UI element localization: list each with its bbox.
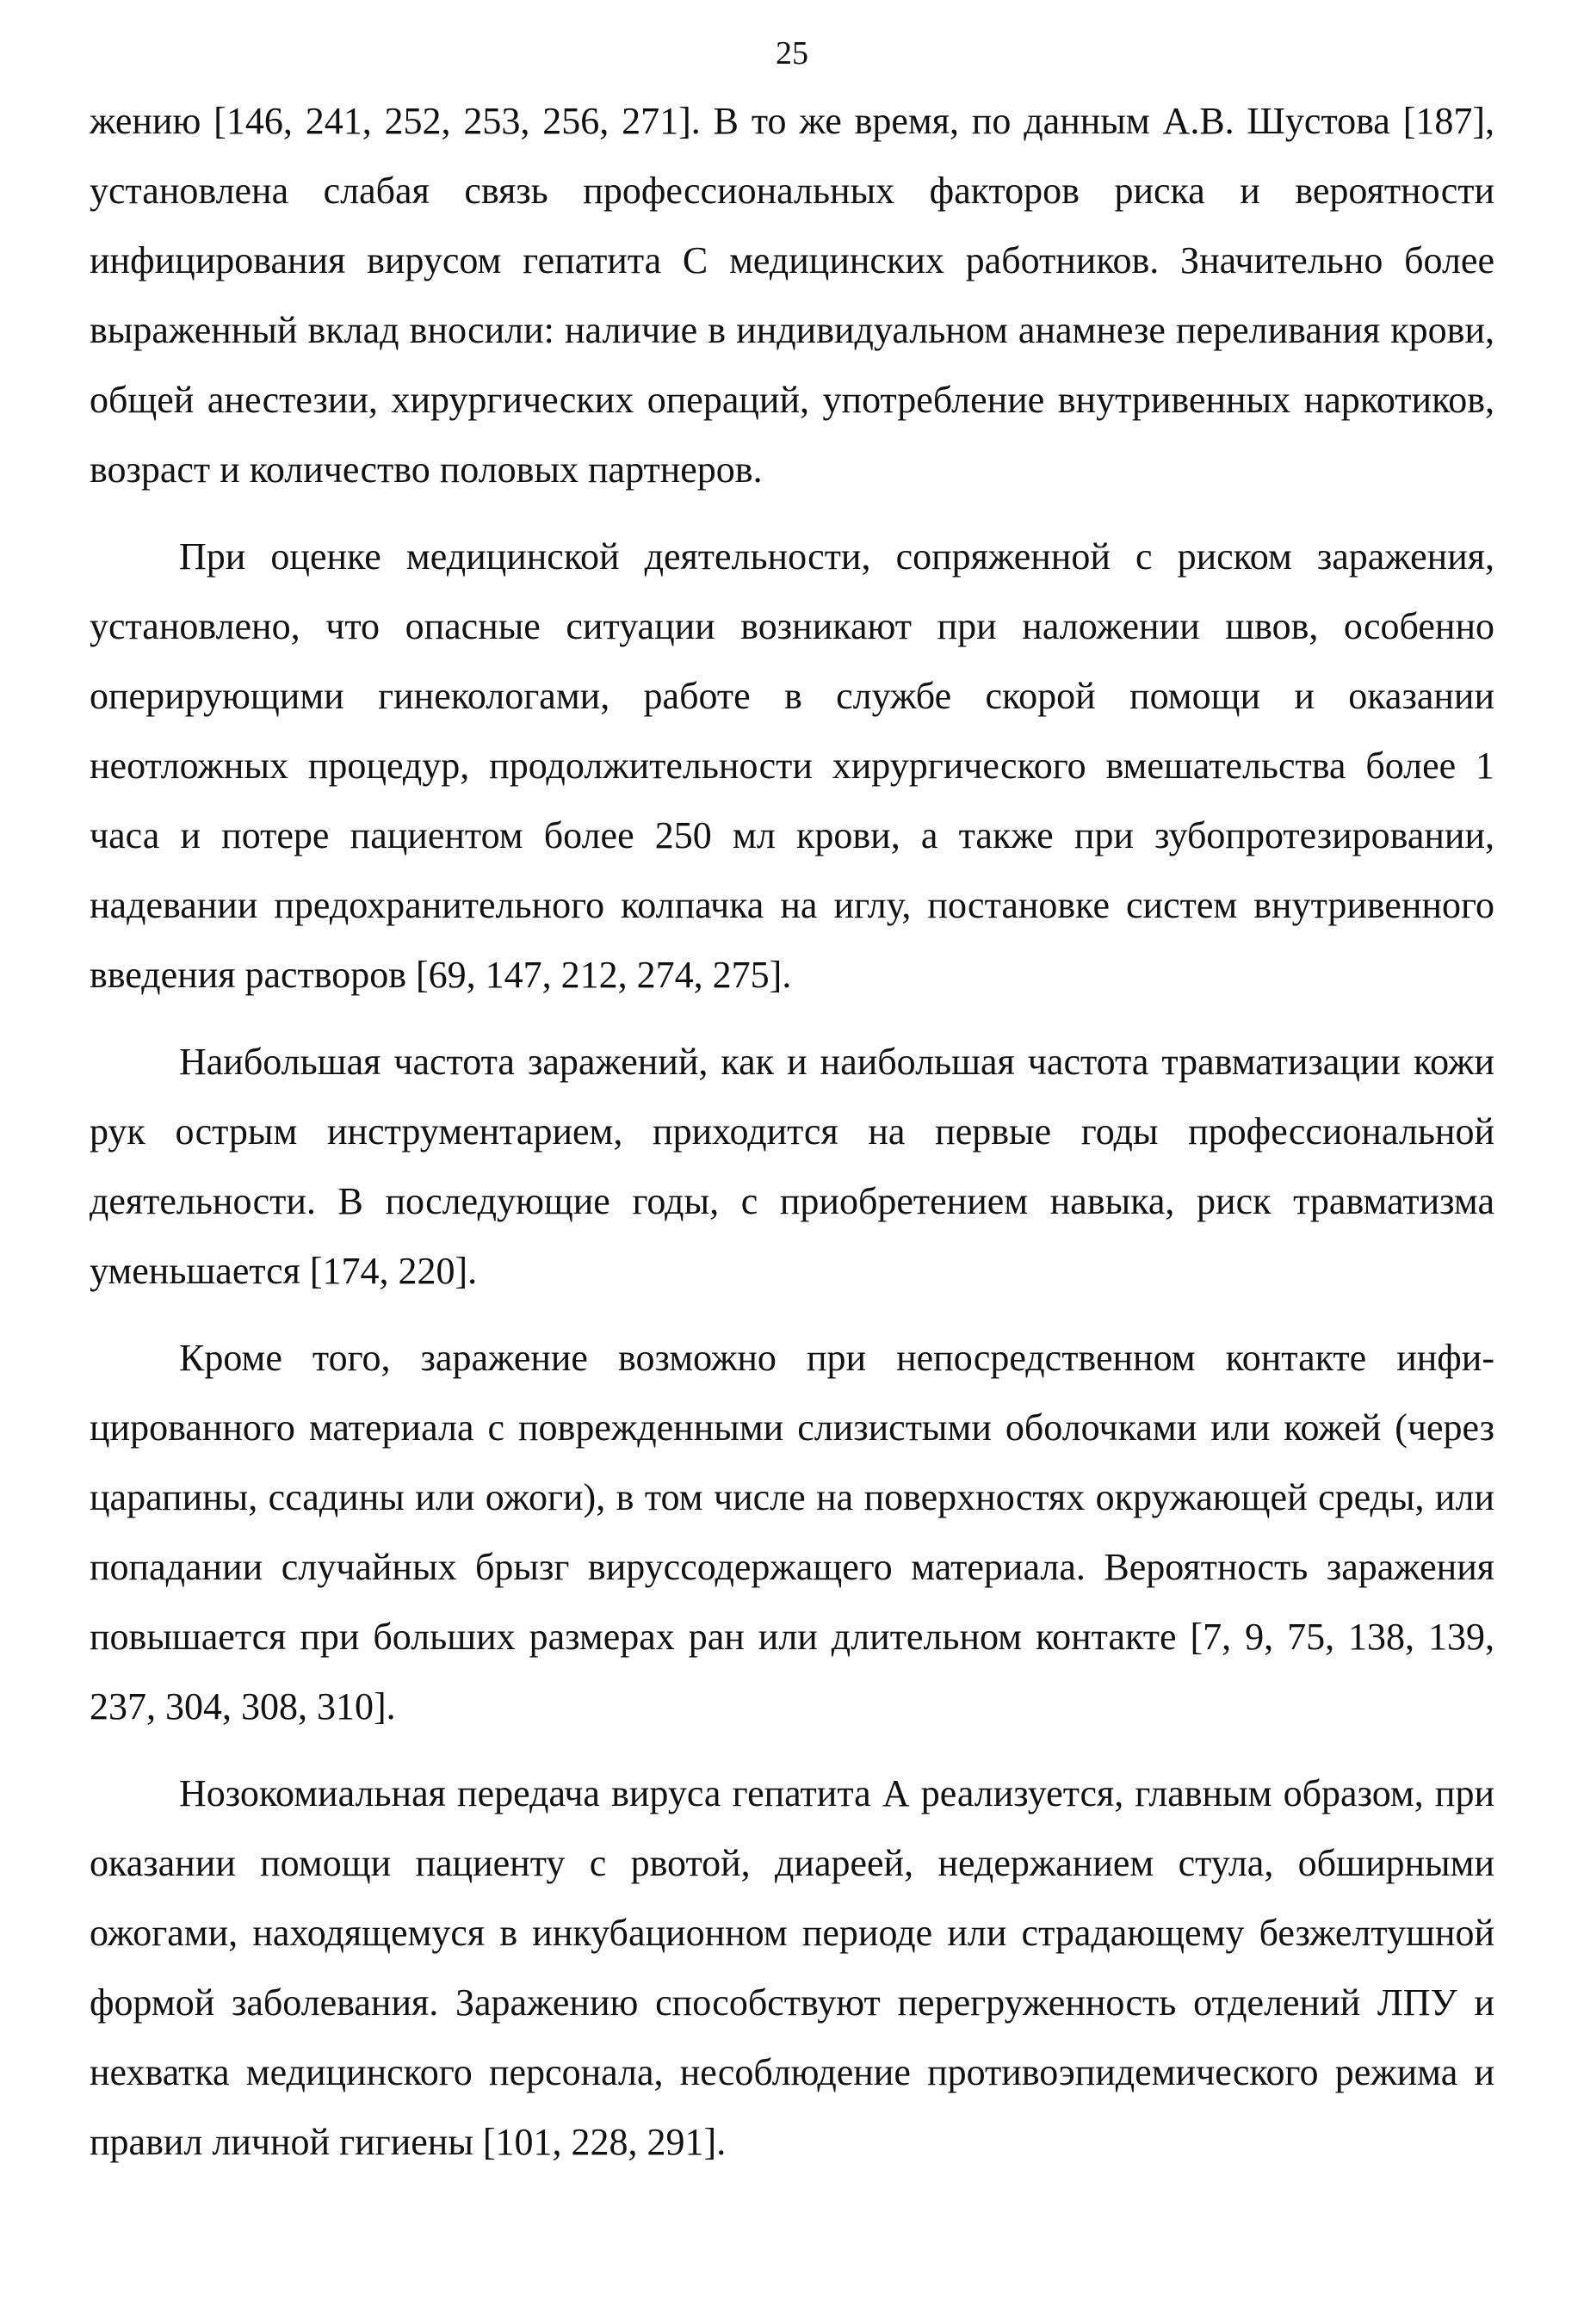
paragraph-5: Нозокомиальная передача вируса гепатита А реализуется, главным образом, при оказании помощи пациенту с рвотой, диареей, недержанием стула, обширными ожогами, находящемуся в инкубационном периоде или страдающему безжелтушной формой заболевания. Заражению способствуют перегруженность отделений ЛПУ и нехватка медицинского персонала, несоблюдение противоэпидемического режима и правил личной гигиены [101, 228, 291]. [90, 1772, 1494, 2163]
paragraph-4: Кроме того, заражение возможно при непосредственном контакте инфицированного материала с поврежденными слизистыми оболочками или кожей (через царапины, ссадины или ожоги), в том числе на поверхностях окружающей среды, или попадании случайных брызг вируссодержащего материала. Вероятность заражения повышается при больших размерах ран или длительном контакте [7, 9, 75, 138, 139, 237, 304, 308, 310]. [90, 1337, 1494, 1728]
paragraph-1: жению [146, 241, 252, 253, 256, 271]. В то же время, по данным А.В. Шустова [187], установлена слабая связь профессиональных факторов риска и вероятности инфицирования вирусом гепатита С медицинских работников. Значительно более выраженный вклад вносили: наличие в индивидуальном анамнезе переливания крови, общей анестезии, хирургических операций, употребление внутривенных наркотиков, возраст и количество половых партнеров. [90, 100, 1494, 491]
page-number: 25 [776, 35, 808, 71]
paragraph-3: Наибольшая частота заражений, как и наибольшая частота травматизации кожи рук острым инструментарием, приходится на первые годы профессиональной деятельности. В последующие годы, с приобретением навыка, риск травматизма уменьшается [174, 220]. [90, 1041, 1494, 1292]
paragraph-2: При оценке медицинской деятельности, сопряженной с риском заражения, установлено, что опасные ситуации возникают при наложении швов, особенно оперирующими гинекологами, работе в службе скорой помощи и оказании неотложных процедур, продолжительности хирургического вмешательства более 1 часа и потере пациентом более 250 мл крови, а также при зубопротезировании, надевании предохранительного колпачка на иглу, постановке систем внутривенного введения растворов [69, 147, 212, 274, 275]. [90, 535, 1494, 996]
body-text [90, 86, 1494, 2194]
